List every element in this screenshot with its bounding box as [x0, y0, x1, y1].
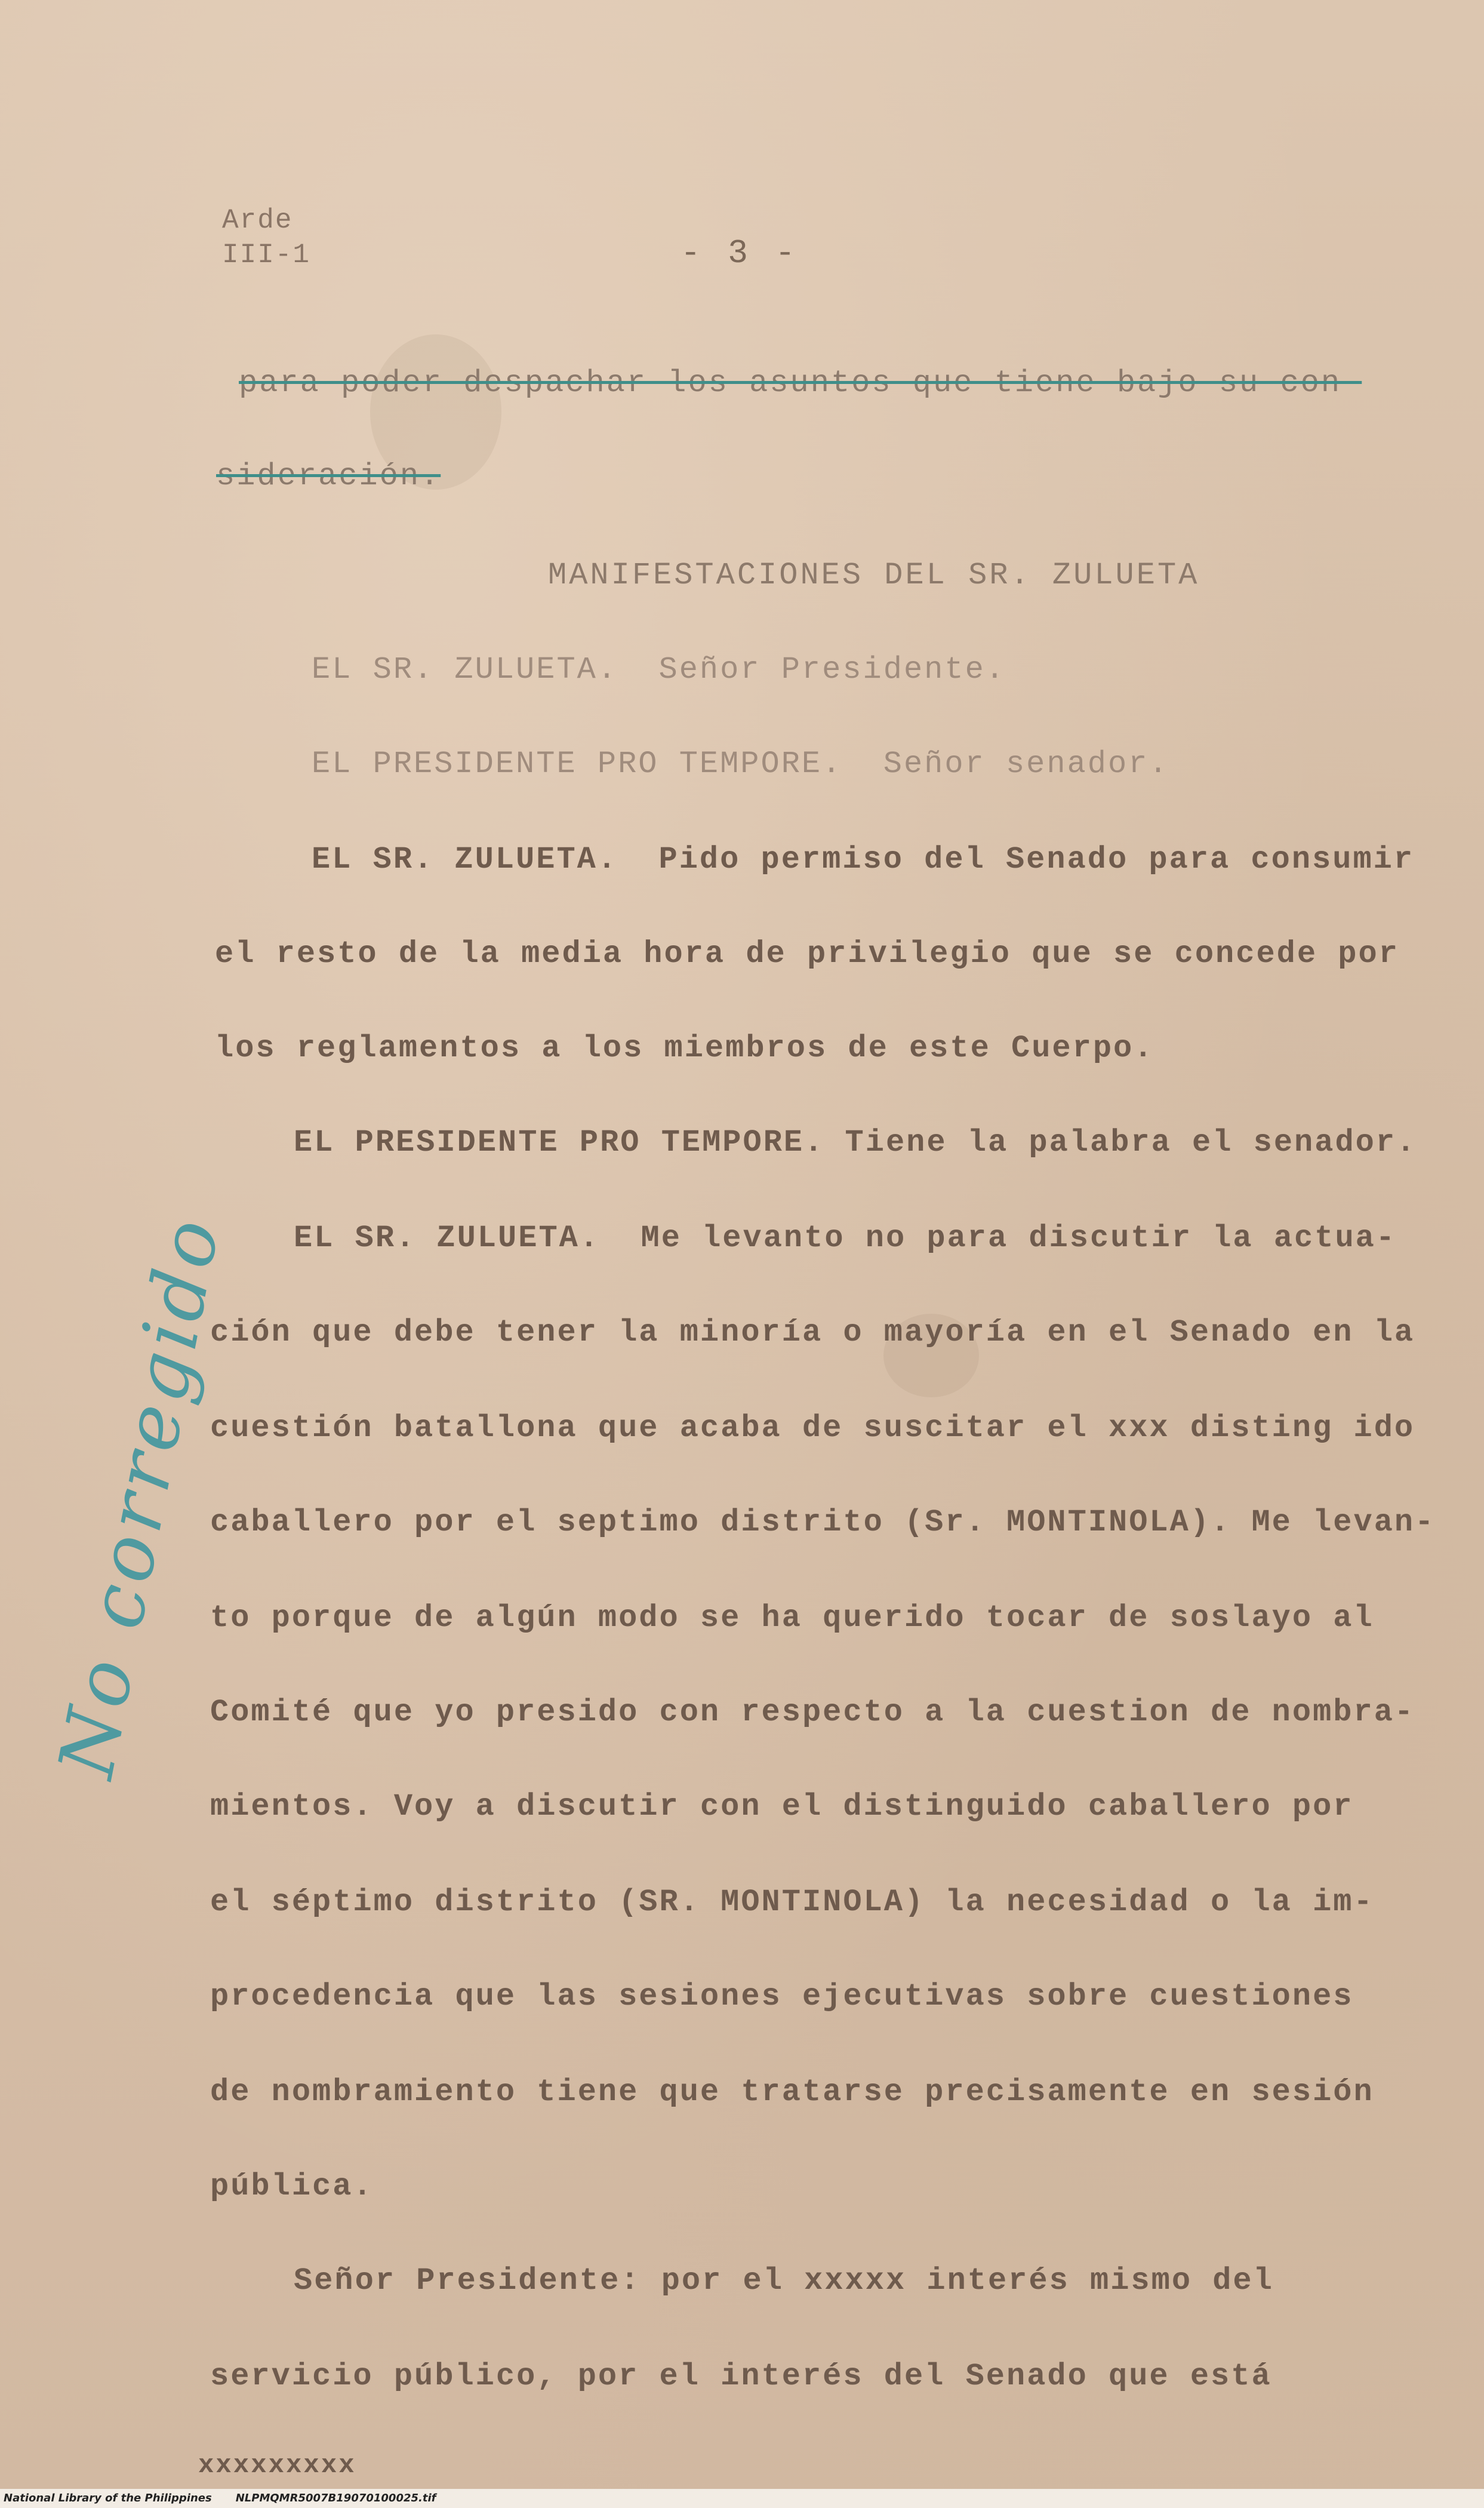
section-heading: MANIFESTACIONES DEL SR. ZULUETA	[548, 558, 1200, 593]
struck-line-2: sideración.	[216, 459, 441, 494]
speech-line: pública.	[210, 2169, 374, 2204]
footer-library: National Library of the Philippines	[4, 2492, 212, 2504]
speaker-line: EL SR. ZULUETA. Señor Presidente.	[312, 652, 1006, 687]
speaker-line: EL PRESIDENTE PRO TEMPORE. Señor senador.	[312, 746, 1169, 782]
speech-line: de nombramiento tiene que tratarse precisamente en sesión	[210, 2074, 1374, 2110]
document-code-line2: III-1	[222, 239, 311, 271]
speech-line: servicio público, por el interés del Senado que está	[210, 2359, 1272, 2394]
speech-line: cuestión batallona que acaba de suscitar el xxx disting ido	[210, 1410, 1415, 1446]
speech-line: Comité que yo presido con respecto a la cuestion de nombra-	[210, 1695, 1415, 1730]
speech-line: caballero por el septimo distrito (Sr. MONTINOLA). Me levan-	[210, 1505, 1436, 1540]
speech-line: procedencia que las sesiones ejecutivas sobre cuestiones	[210, 1979, 1354, 2014]
speech-line: xxxxxxxxx	[198, 2451, 356, 2481]
document-code	[222, 203, 310, 272]
page-number: - 3 -	[681, 234, 799, 272]
speech-line: el séptimo distrito (SR. MONTINOLA) la necesidad o la im-	[210, 1885, 1374, 1920]
speaker-line: EL PRESIDENTE PRO TEMPORE. Tiene la palabra el senador.	[294, 1125, 1417, 1160]
document-code-line1: Arde	[222, 205, 293, 236]
speech-line: to porque de algún modo se ha querido tocar de soslayo al	[210, 1600, 1374, 1636]
speech-line: los reglamentos a los miembros de este Cuerpo.	[215, 1031, 1154, 1066]
speech-line: ción que debe tener la minoría o mayoría en el Senado en la	[210, 1315, 1415, 1350]
footer-file-id: NLPMQMR5007B19070100025.tif	[235, 2492, 436, 2504]
struck-line-1: para poder despachar los asuntos que tiene bajo su con-	[239, 365, 1362, 401]
speech-line: EL SR. ZULUETA. Pido permiso del Senado para consumir	[312, 842, 1415, 877]
speech-line: Señor Presidente: por el xxxxx interés mismo del	[294, 2263, 1274, 2298]
speech-line: EL SR. ZULUETA. Me levanto no para discutir la actua-	[294, 1221, 1397, 1256]
speech-line: el resto de la media hora de privilegio que se concede por	[215, 936, 1399, 972]
scan-footer	[0, 2489, 1484, 2508]
handwritten-margin-note: No corregido	[42, 1208, 238, 1785]
speech-line: mientos. Voy a discutir con el distinguido caballero por	[210, 1789, 1354, 1824]
